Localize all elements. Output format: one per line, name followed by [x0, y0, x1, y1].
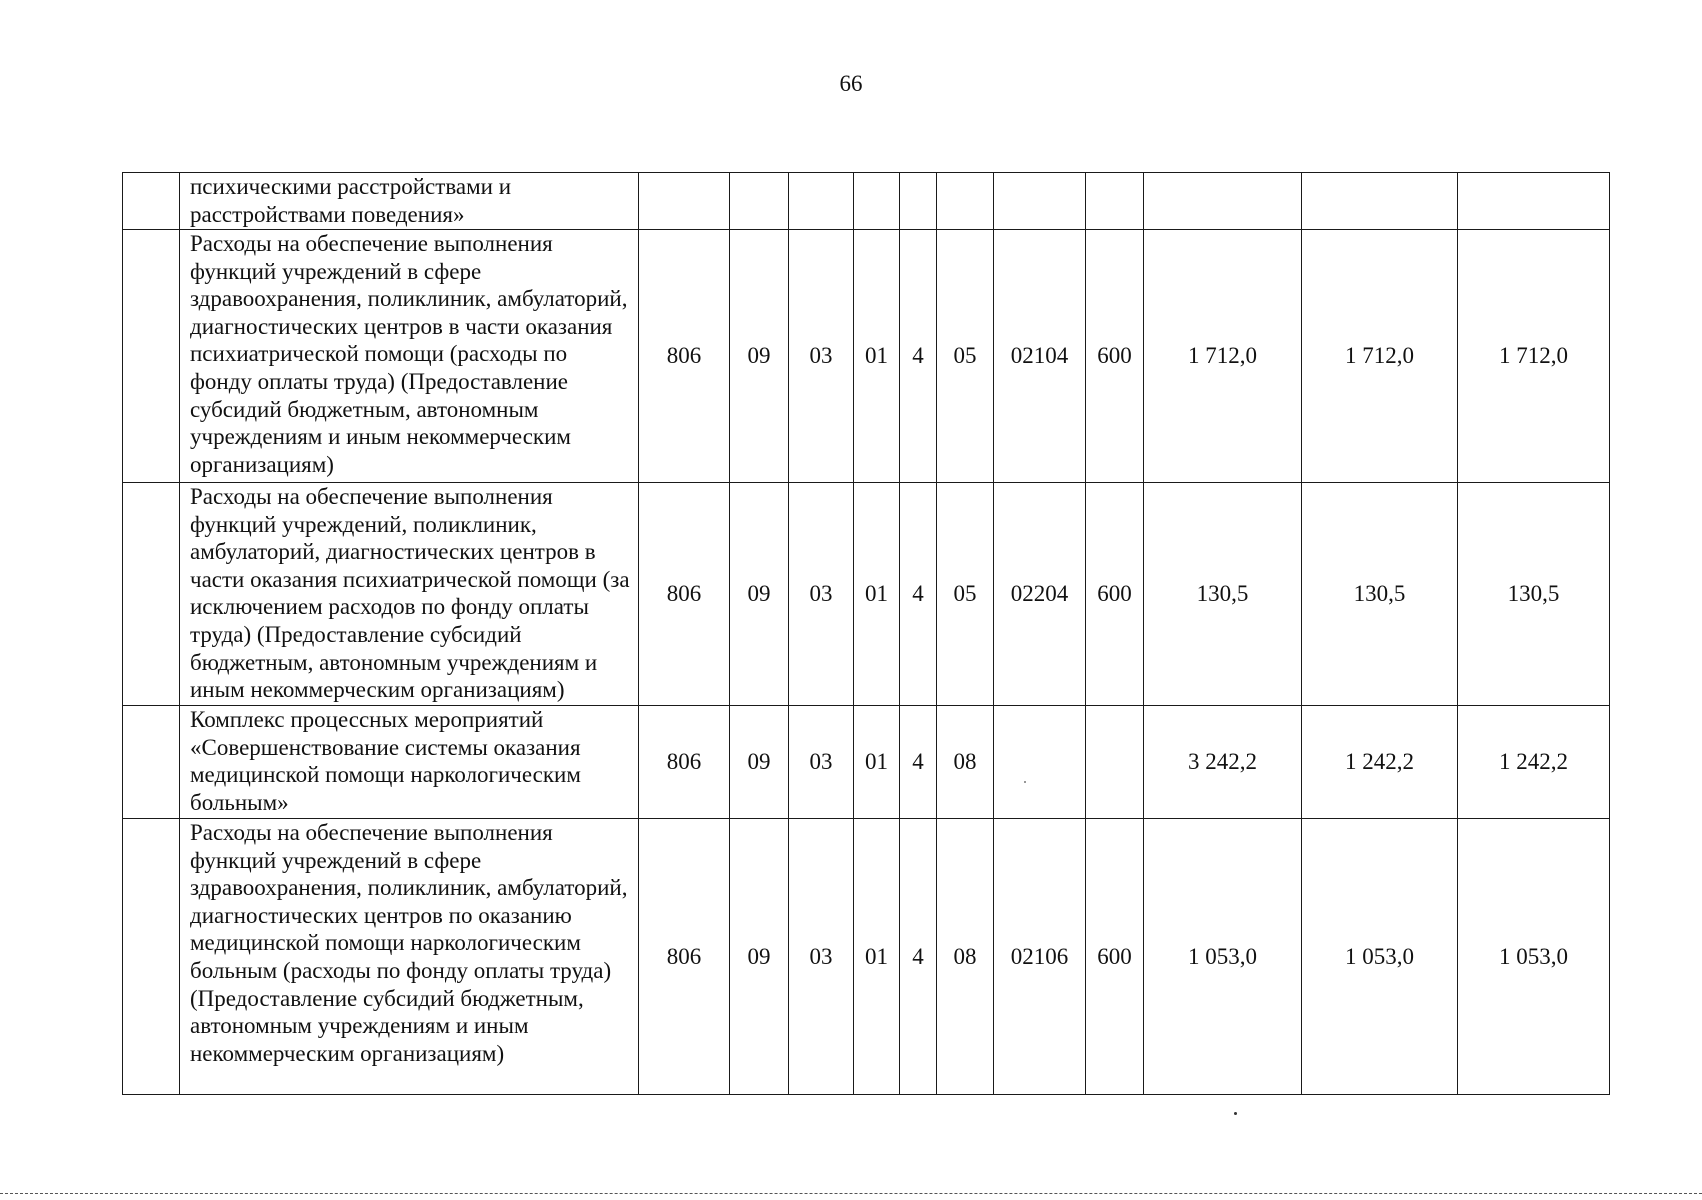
expense-type-cell	[1086, 173, 1144, 230]
row-number-cell	[123, 230, 180, 483]
description-cell: Расходы на обеспечение выполнения функций учреждений в сфере здравоохранения, поликлиник, амбулаторий, диагностических центров в части оказания психиатрической помощи (расходы по фонду оплаты труда) (Предоставление субсидий бюджетным, автономным учреждениям и иным некоммерческим организациям)	[180, 230, 639, 483]
scan-speck	[1024, 781, 1026, 783]
row-number-cell	[123, 173, 180, 230]
subsection-cell: 03	[789, 483, 854, 706]
amount-1-cell: 130,5	[1144, 483, 1302, 706]
ved-cell	[639, 173, 730, 230]
scan-speck	[1234, 1112, 1237, 1115]
row-number-cell	[123, 706, 180, 819]
subsection-cell: 03	[789, 230, 854, 483]
target-code-3-cell: 05	[937, 230, 994, 483]
page-number: 66	[839, 71, 863, 96]
description-cell: психическими расстройствами и расстройствами поведения»	[180, 173, 639, 230]
target-code-4-cell: 02204	[994, 483, 1086, 706]
page-edge-line	[0, 1193, 1702, 1194]
ved-cell: 806	[639, 230, 730, 483]
amount-2-cell: 1 242,2	[1302, 706, 1458, 819]
ved-cell: 806	[639, 483, 730, 706]
amount-1-cell: 1 053,0	[1144, 819, 1302, 1095]
subsection-cell	[789, 173, 854, 230]
target-code-2-cell: 4	[900, 230, 937, 483]
expense-type-cell: 600	[1086, 819, 1144, 1095]
section-cell: 09	[730, 230, 789, 483]
target-code-3-cell: 05	[937, 483, 994, 706]
subsection-cell: 03	[789, 819, 854, 1095]
amount-2-cell: 1 053,0	[1302, 819, 1458, 1095]
description-cell: Комплекс процессных мероприятий «Совершенствование системы оказания медицинской помощи наркологическим больным»	[180, 706, 639, 819]
row-number-cell	[123, 819, 180, 1095]
amount-3-cell: 130,5	[1458, 483, 1610, 706]
ved-cell: 806	[639, 819, 730, 1095]
amount-3-cell: 1 053,0	[1458, 819, 1610, 1095]
expense-type-cell	[1086, 706, 1144, 819]
budget-table	[122, 172, 1610, 1095]
section-cell	[730, 173, 789, 230]
table-row	[123, 173, 1610, 230]
expense-type-cell: 600	[1086, 230, 1144, 483]
table-row	[123, 230, 1610, 483]
amount-2-cell: 130,5	[1302, 483, 1458, 706]
amount-2-cell: 1 712,0	[1302, 230, 1458, 483]
target-code-1-cell	[854, 173, 900, 230]
section-cell: 09	[730, 706, 789, 819]
section-cell: 09	[730, 819, 789, 1095]
target-code-4-cell	[994, 173, 1086, 230]
target-code-3-cell: 08	[937, 819, 994, 1095]
amount-1-cell	[1144, 173, 1302, 230]
target-code-1-cell: 01	[854, 483, 900, 706]
amount-1-cell: 1 712,0	[1144, 230, 1302, 483]
subsection-cell: 03	[789, 706, 854, 819]
target-code-3-cell	[937, 173, 994, 230]
description-cell: Расходы на обеспечение выполнения функций учреждений в сфере здравоохранения, поликлиник, амбулаторий, диагностических центров по оказанию медицинской помощи наркологическим больным (расходы по фонду оплаты труда) (Предоставление субсидий бюджетным, автономным учреждениям и иным некоммерческим организациям)	[180, 819, 639, 1095]
target-code-4-cell: 02106	[994, 819, 1086, 1095]
ved-cell: 806	[639, 706, 730, 819]
table-row	[123, 819, 1610, 1095]
target-code-4-cell: 02104	[994, 230, 1086, 483]
target-code-1-cell: 01	[854, 230, 900, 483]
target-code-1-cell: 01	[854, 706, 900, 819]
expense-type-cell: 600	[1086, 483, 1144, 706]
amount-3-cell: 1 712,0	[1458, 230, 1610, 483]
description-cell: Расходы на обеспечение выполнения функций учреждений, поликлиник, амбулаторий, диагностических центров в части оказания психиатрической помощи (за исключением расходов по фонду оплаты труда) (Предоставление субсидий бюджетным, автономным учреждениям и иным некоммерческим организациям)	[180, 483, 639, 706]
target-code-2-cell: 4	[900, 483, 937, 706]
target-code-1-cell: 01	[854, 819, 900, 1095]
target-code-2-cell: 4	[900, 819, 937, 1095]
target-code-2-cell: 4	[900, 706, 937, 819]
row-number-cell	[123, 483, 180, 706]
amount-2-cell	[1302, 173, 1458, 230]
amount-3-cell	[1458, 173, 1610, 230]
section-cell: 09	[730, 483, 789, 706]
target-code-3-cell: 08	[937, 706, 994, 819]
amount-3-cell: 1 242,2	[1458, 706, 1610, 819]
target-code-4-cell	[994, 706, 1086, 819]
table-row	[123, 706, 1610, 819]
table-row	[123, 483, 1610, 706]
target-code-2-cell	[900, 173, 937, 230]
amount-1-cell: 3 242,2	[1144, 706, 1302, 819]
